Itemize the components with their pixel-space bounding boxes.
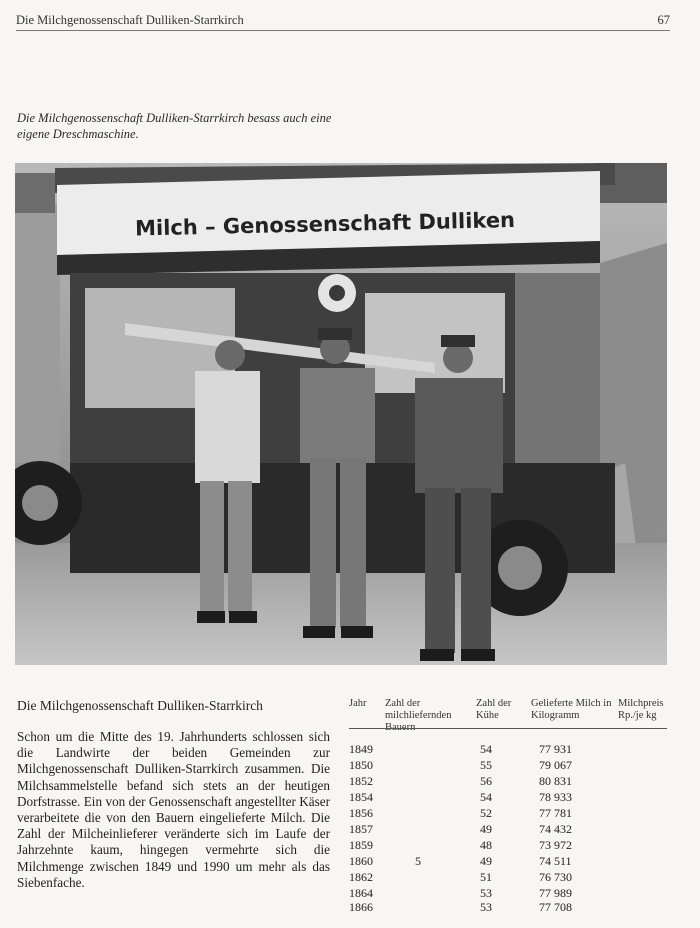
table-row	[349, 854, 667, 870]
cell-milch: 79 067	[539, 758, 572, 772]
page-number: 67	[657, 13, 670, 27]
cell-milch: 74 511	[539, 854, 572, 868]
body-paragraph: Schon um die Mitte des 19. Jahrhunderts schlossen sich die Landwirte der beiden Gemeinden zur Milchgenossenschaft Dulliken-Starrkirch zusammen. Die Milchsammelstelle befand sich stets an der heutigen Dorfstrasse. Ein von der Genossenschaft angestellter Käser verarbeitete die von den Bauern eingelieferte Milch. Die Zahl der Milcheinlieferer veränderte sich im Laufe der Jahrzehnte kaum, hingegen vermehrte sich die Milchmenge zwischen 1849 und 1990 um mehr als das Siebenfache.	[17, 729, 330, 890]
table-row	[349, 838, 667, 854]
running-header-title: Die Milchgenossenschaft Dulliken-Starrkirch	[16, 13, 244, 27]
table-row	[349, 900, 667, 916]
header-jahr: Jahr	[349, 698, 367, 709]
header-milch: Gelieferte Milch in Kilogramm	[531, 698, 612, 721]
cell-kuehe: 49	[480, 822, 492, 836]
header-rule	[349, 728, 667, 729]
cell-jahr: 1852	[349, 774, 373, 788]
milk-statistics-table	[349, 698, 667, 912]
header-bauern: Zahl der milchliefernden	[385, 698, 452, 721]
table-row	[349, 742, 667, 758]
cell-kuehe: 53	[480, 886, 492, 900]
cell-kuehe: 54	[480, 790, 492, 804]
header-kuehe: Zahl der Kühe	[476, 698, 512, 721]
cell-jahr: 1849	[349, 742, 373, 756]
photograph	[15, 163, 667, 665]
cell-jahr: 1859	[349, 838, 373, 852]
cell-jahr: 1857	[349, 822, 373, 836]
cell-kuehe: 52	[480, 806, 492, 820]
cell-bauern: 5	[415, 854, 421, 868]
cell-kuehe: 56	[480, 774, 492, 788]
table-row	[349, 790, 667, 806]
cell-kuehe: 49	[480, 854, 492, 868]
cell-jahr: 1866	[349, 900, 373, 914]
cell-kuehe: 48	[480, 838, 492, 852]
section-heading: Die Milchgenossenschaft Dulliken-Starrkirch	[17, 698, 263, 713]
cell-milch: 80 831	[539, 774, 572, 788]
cell-jahr: 1864	[349, 886, 373, 900]
cell-kuehe: 54	[480, 742, 492, 756]
cell-milch: 73 972	[539, 838, 572, 852]
cell-milch: 77 989	[539, 886, 572, 900]
cell-milch: 77 781	[539, 806, 572, 820]
photo-caption: Die Milchgenossenschaft Dulliken-Starrkirch besass auch eine eigene Dreschmaschine.	[17, 111, 332, 141]
cell-kuehe: 53	[480, 900, 492, 914]
running-header	[16, 12, 670, 31]
cell-jahr: 1860	[349, 854, 373, 868]
cell-jahr: 1856	[349, 806, 373, 820]
cell-milch: 77 931	[539, 742, 572, 756]
table-row	[349, 774, 667, 790]
sign-text: Milch – Genossenschaft Dulliken	[134, 207, 516, 241]
threshing-machine-photo	[15, 163, 667, 665]
cell-milch: 78 933	[539, 790, 572, 804]
cell-milch: 76 730	[539, 870, 572, 884]
table-row	[349, 822, 667, 838]
cell-kuehe: 55	[480, 758, 492, 772]
cell-jahr: 1854	[349, 790, 373, 804]
cell-kuehe: 51	[480, 870, 492, 884]
cell-jahr: 1862	[349, 870, 373, 884]
cell-jahr: 1850	[349, 758, 373, 772]
table-row	[349, 806, 667, 822]
table-row	[349, 870, 667, 886]
cell-milch: 77 708	[539, 900, 572, 914]
table-row	[349, 758, 667, 774]
header-preis: Milchpreis Rp./je kg	[618, 698, 664, 721]
cell-milch: 74 432	[539, 822, 572, 836]
